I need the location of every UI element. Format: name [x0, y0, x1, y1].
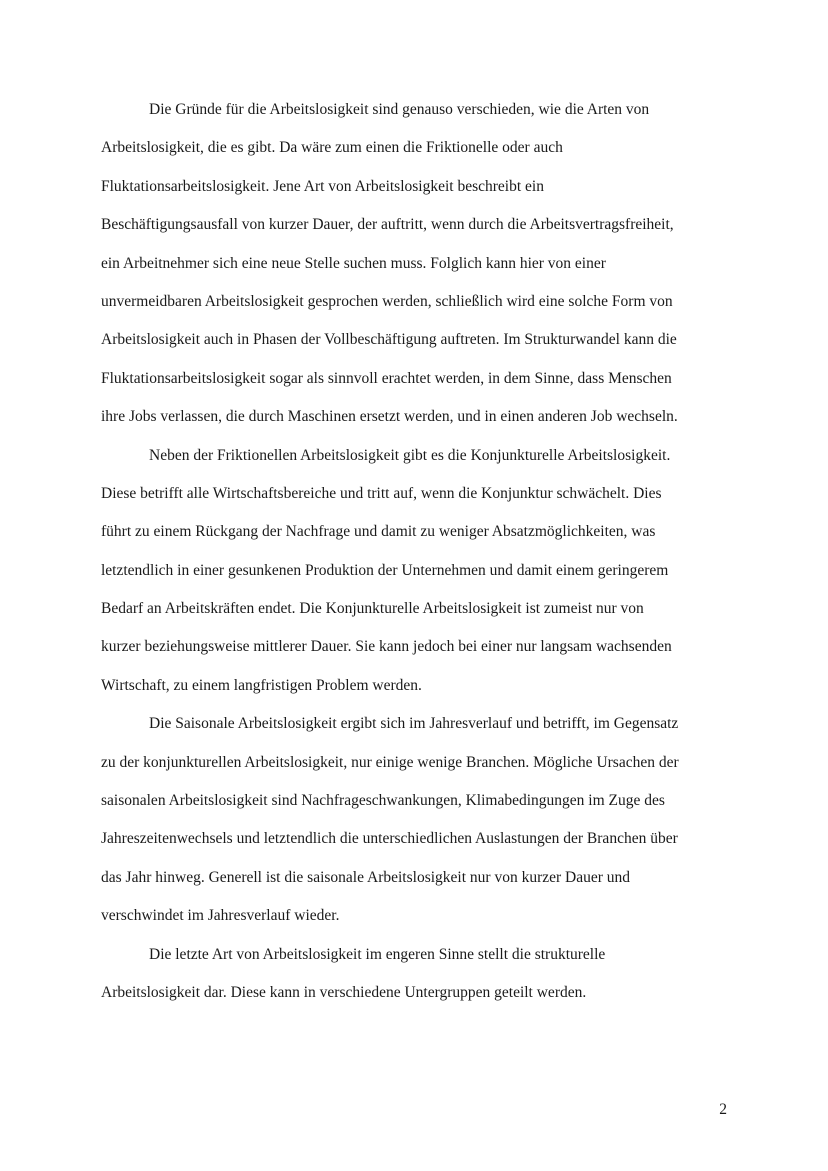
text-line: Fluktationsarbeitslosigkeit. Jene Art von Arbeitslosigkeit beschreibt ein — [101, 177, 544, 195]
document-body — [101, 96, 725, 1017]
text-line: zu der konjunkturellen Arbeitslosigkeit, nur einige wenige Branchen. Mögliche Ursachen der — [101, 753, 679, 771]
text-line: ihre Jobs verlassen, die durch Maschinen ersetzt werden, und in einen anderen Job wechseln. — [101, 408, 678, 426]
text-line: Jahreszeitenwechsels und letztendlich die unterschiedlichen Auslastungen der Branchen über — [101, 830, 678, 848]
text-line: ein Arbeitnehmer sich eine neue Stelle suchen muss. Folglich kann hier von einer — [101, 254, 606, 272]
paragraph-4 — [101, 941, 725, 1018]
paragraph-2 — [101, 442, 725, 711]
text-line: Die letzte Art von Arbeitslosigkeit im engeren Sinne stellt die strukturelle — [149, 945, 606, 963]
text-line: Arbeitslosigkeit auch in Phasen der Vollbeschäftigung auftreten. Im Strukturwandel kann die — [101, 331, 677, 349]
text-line: saisonalen Arbeitslosigkeit sind Nachfrageschwankungen, Klimabedingungen im Zuge des — [101, 792, 665, 810]
text-line: Bedarf an Arbeitskräften endet. Die Konjunkturelle Arbeitslosigkeit ist zumeist nur von — [101, 600, 644, 618]
text-line: unvermeidbaren Arbeitslosigkeit gesprochen werden, schließlich wird eine solche Form von — [101, 292, 673, 310]
paragraph-3 — [101, 710, 725, 940]
text-line: kurzer beziehungsweise mittlerer Dauer. Sie kann jedoch bei einer nur langsam wachsenden — [101, 638, 672, 656]
text-line: Neben der Friktionellen Arbeitslosigkeit gibt es die Konjunkturelle Arbeitslosigkeit. — [149, 446, 671, 464]
text-line: das Jahr hinweg. Generell ist die saisonale Arbeitslosigkeit nur von kurzer Dauer und — [101, 868, 631, 886]
text-line: Arbeitslosigkeit dar. Diese kann in verschiedene Untergruppen geteilt werden. — [101, 983, 587, 1001]
text-line: Diese betrifft alle Wirtschaftsbereiche und tritt auf, wenn die Konjunktur schwächelt. Dies — [101, 484, 662, 502]
text-line: Die Gründe für die Arbeitslosigkeit sind genauso verschieden, wie die Arten von — [149, 101, 650, 118]
text-line: letztendlich in einer gesunkenen Produktion der Unternehmen und damit einem geringerem — [101, 561, 669, 579]
text-line: führt zu einem Rückgang der Nachfrage und damit zu weniger Absatzmöglichkeiten, was — [101, 523, 656, 541]
text-line: verschwindet im Jahresverlauf wieder. — [101, 907, 340, 925]
text-line: Arbeitslosigkeit, die es gibt. Da wäre zum einen die Friktionelle oder auch — [101, 139, 563, 157]
text-line: Die Saisonale Arbeitslosigkeit ergibt sich im Jahresverlauf und betrifft, im Gegensatz — [149, 715, 679, 733]
text-line: Fluktationsarbeitslosigkeit sogar als sinnvoll erachtet werden, in dem Sinne, dass Menschen — [101, 369, 672, 387]
paragraph-1 — [101, 96, 725, 442]
text-line: Beschäftigungsausfall von kurzer Dauer, der auftritt, wenn durch die Arbeitsvertragsfreiheit, — [101, 216, 674, 234]
text-line: Wirtschaft, zu einem langfristigen Problem werden. — [101, 676, 422, 694]
page-number: 2 — [719, 1101, 727, 1118]
